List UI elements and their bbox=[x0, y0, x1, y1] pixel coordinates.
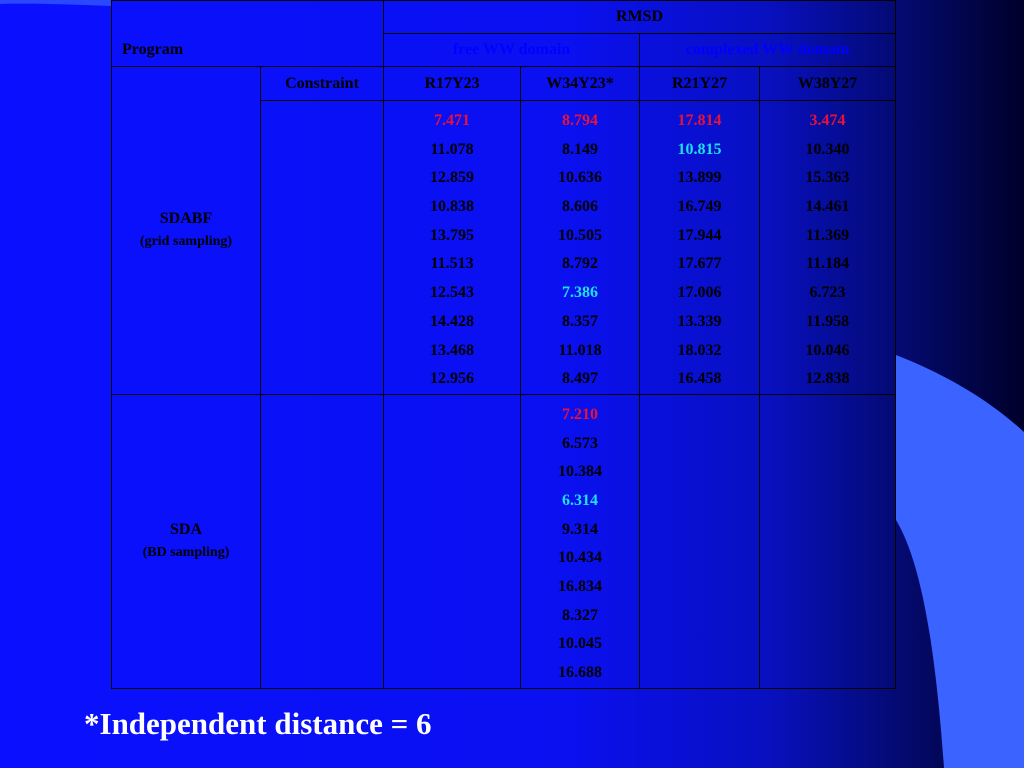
value: 17.677 bbox=[677, 255, 722, 273]
program-sdabf-cell bbox=[112, 67, 261, 395]
values-cell-w38y27 bbox=[760, 101, 896, 395]
values-cell-w34y23 bbox=[521, 101, 640, 395]
values-cell-w34y23 bbox=[521, 394, 640, 688]
program-sampling: (BD sampling) bbox=[142, 545, 230, 561]
values-cell-r21y27 bbox=[640, 394, 760, 688]
value: 16.834 bbox=[558, 578, 603, 595]
value: 14.428 bbox=[430, 312, 475, 330]
value: 16.688 bbox=[558, 664, 603, 682]
value: 15.363 bbox=[805, 169, 850, 187]
value: 16.458 bbox=[677, 370, 722, 388]
value: 14.461 bbox=[805, 198, 850, 216]
value: 12.838 bbox=[805, 370, 850, 388]
value: 8.794 bbox=[562, 112, 599, 129]
value: 9.314 bbox=[562, 520, 599, 538]
value: 11.184 bbox=[805, 255, 850, 273]
value: 8.606 bbox=[562, 198, 599, 216]
value: 11.078 bbox=[430, 140, 474, 158]
value: 7.471 bbox=[434, 112, 471, 129]
value: 11.369 bbox=[805, 226, 850, 244]
column-header: W34Y23* bbox=[521, 67, 640, 101]
value: 10.815 bbox=[677, 140, 722, 158]
value: 8.149 bbox=[562, 140, 599, 158]
value: 13.899 bbox=[677, 169, 722, 187]
values-cell-w38y27 bbox=[760, 394, 896, 688]
value: 13.468 bbox=[430, 341, 475, 359]
value: 7.386 bbox=[562, 284, 599, 302]
value: 11.958 bbox=[805, 312, 850, 330]
value: 10.384 bbox=[558, 463, 603, 481]
column-header: R21Y27 bbox=[640, 67, 760, 101]
value: 6.573 bbox=[562, 434, 599, 452]
value: 11.018 bbox=[558, 341, 602, 359]
values-cell-r17y23 bbox=[384, 394, 521, 688]
column-header: R17Y23 bbox=[384, 67, 521, 101]
value: 12.859 bbox=[430, 169, 475, 187]
values-cell-r17y23 bbox=[384, 101, 521, 395]
value: 13.795 bbox=[430, 226, 475, 244]
value: 10.505 bbox=[558, 226, 603, 244]
values-cell-r21y27 bbox=[640, 101, 760, 395]
value: 10.636 bbox=[558, 169, 603, 187]
complexed-domain-header: complexed WW domain bbox=[640, 34, 896, 67]
value: 17.814 bbox=[677, 112, 722, 129]
value: 10.046 bbox=[805, 341, 850, 359]
value: 10.340 bbox=[805, 140, 850, 158]
value: 13.339 bbox=[677, 312, 722, 330]
free-domain-header: free WW domain bbox=[384, 34, 640, 67]
value: 8.497 bbox=[562, 370, 599, 388]
value: 17.006 bbox=[677, 284, 722, 302]
value: 6.723 bbox=[809, 284, 846, 302]
value: 10.434 bbox=[558, 549, 603, 567]
value: 18.032 bbox=[677, 341, 722, 359]
value: 10.838 bbox=[430, 198, 475, 216]
column-header: W38Y27 bbox=[760, 67, 896, 101]
value: 8.327 bbox=[562, 606, 599, 624]
value: 12.543 bbox=[430, 284, 475, 302]
constraint-header: Constraint bbox=[261, 67, 384, 101]
program-name: SDABF bbox=[159, 210, 213, 228]
value: 12.956 bbox=[430, 370, 475, 388]
constraint-cell bbox=[261, 394, 384, 688]
rmsd-header: RMSD bbox=[384, 1, 896, 34]
value: 16.749 bbox=[677, 198, 722, 216]
value: 7.210 bbox=[562, 405, 599, 423]
program-name: SDA bbox=[169, 521, 202, 539]
program-sampling: (grid sampling) bbox=[139, 234, 233, 250]
program-sda-cell bbox=[112, 394, 261, 688]
value: 10.045 bbox=[558, 635, 603, 653]
constraint-cell bbox=[261, 101, 384, 395]
rmsd-table bbox=[111, 0, 896, 689]
value: 8.792 bbox=[562, 255, 599, 273]
value: 11.513 bbox=[430, 255, 474, 273]
value: 6.314 bbox=[562, 491, 599, 509]
program-header: Program bbox=[112, 1, 384, 67]
value: 8.357 bbox=[562, 312, 599, 330]
footnote: *Independent distance = 6 bbox=[84, 706, 432, 741]
value: 3.474 bbox=[809, 112, 846, 129]
value: 17.944 bbox=[677, 226, 722, 244]
